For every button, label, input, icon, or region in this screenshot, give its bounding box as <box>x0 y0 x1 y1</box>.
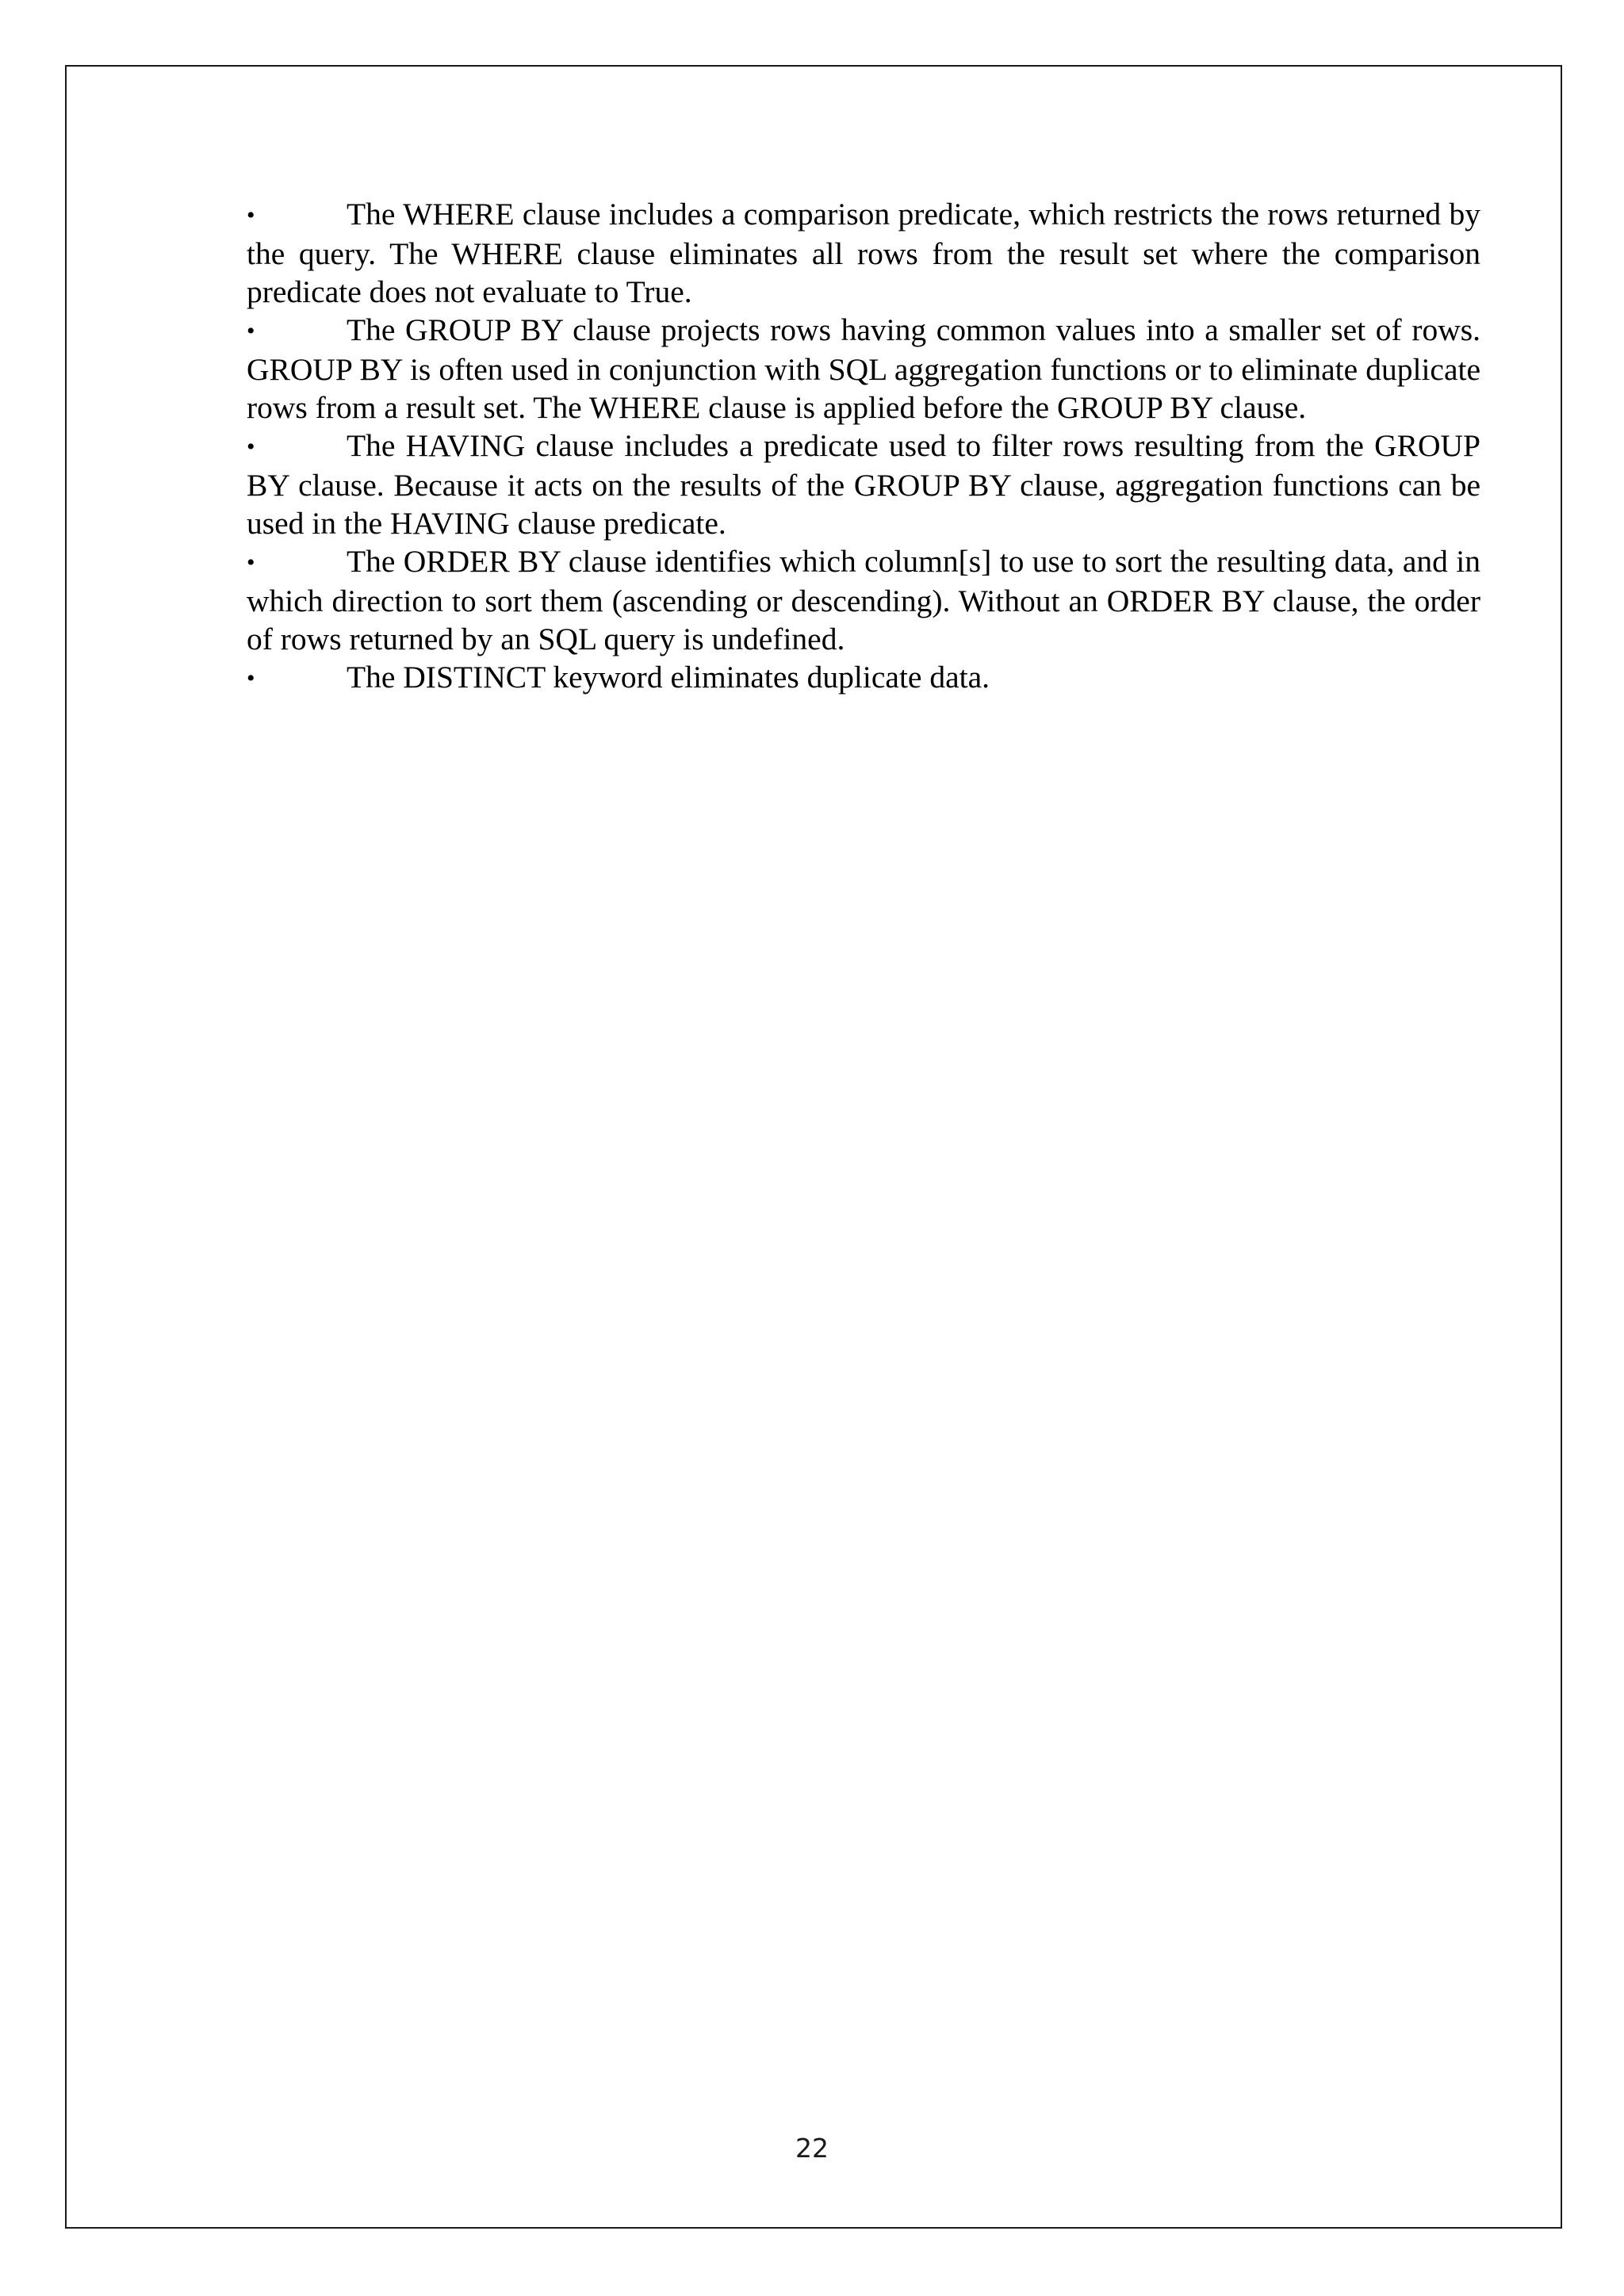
bullet-text: The GROUP BY clause projects rows having common values into a smaller set of rows. GROUP BY is often used in conjunction with SQL aggregation functions or to eliminate duplicate rows from a result set. The WHERE clause is applied before the GROUP BY clause. <box>247 312 1480 425</box>
bullet-item-order-by <box>247 542 1480 658</box>
bullet-text: The HAVING clause includes a predicate used to filter rows resulting from the GROUP BY clause. Because it acts on the results of the GROUP BY clause, aggregation functions can be used in the HAVING clause predicate. <box>247 428 1480 541</box>
bullet-icon: • <box>247 202 255 228</box>
page-number: 22 <box>795 2133 829 2164</box>
bullet-icon: • <box>247 318 255 344</box>
bullet-item-group-by <box>247 311 1480 427</box>
bullet-icon: • <box>247 434 255 460</box>
bullet-list <box>247 195 1480 698</box>
bullet-text: The DISTINCT keyword eliminates duplicate data. <box>347 660 990 695</box>
bullet-item-having <box>247 427 1480 542</box>
bullet-item-where <box>247 195 1480 311</box>
bullet-text: The ORDER BY clause identifies which column[s] to use to sort the resulting data, and in which direction to sort them (ascending or descending). Without an ORDER BY clause, the order of rows returned by an SQL query is undefined. <box>247 544 1480 656</box>
bullet-item-distinct <box>247 658 1480 698</box>
bullet-icon: • <box>247 665 255 691</box>
bullet-text: The WHERE clause includes a comparison predicate, which restricts the rows returned by the query. The WHERE clause eliminates all rows from the result set where the comparison predicate does not evaluate to True. <box>247 197 1480 309</box>
bullet-icon: • <box>247 549 255 576</box>
